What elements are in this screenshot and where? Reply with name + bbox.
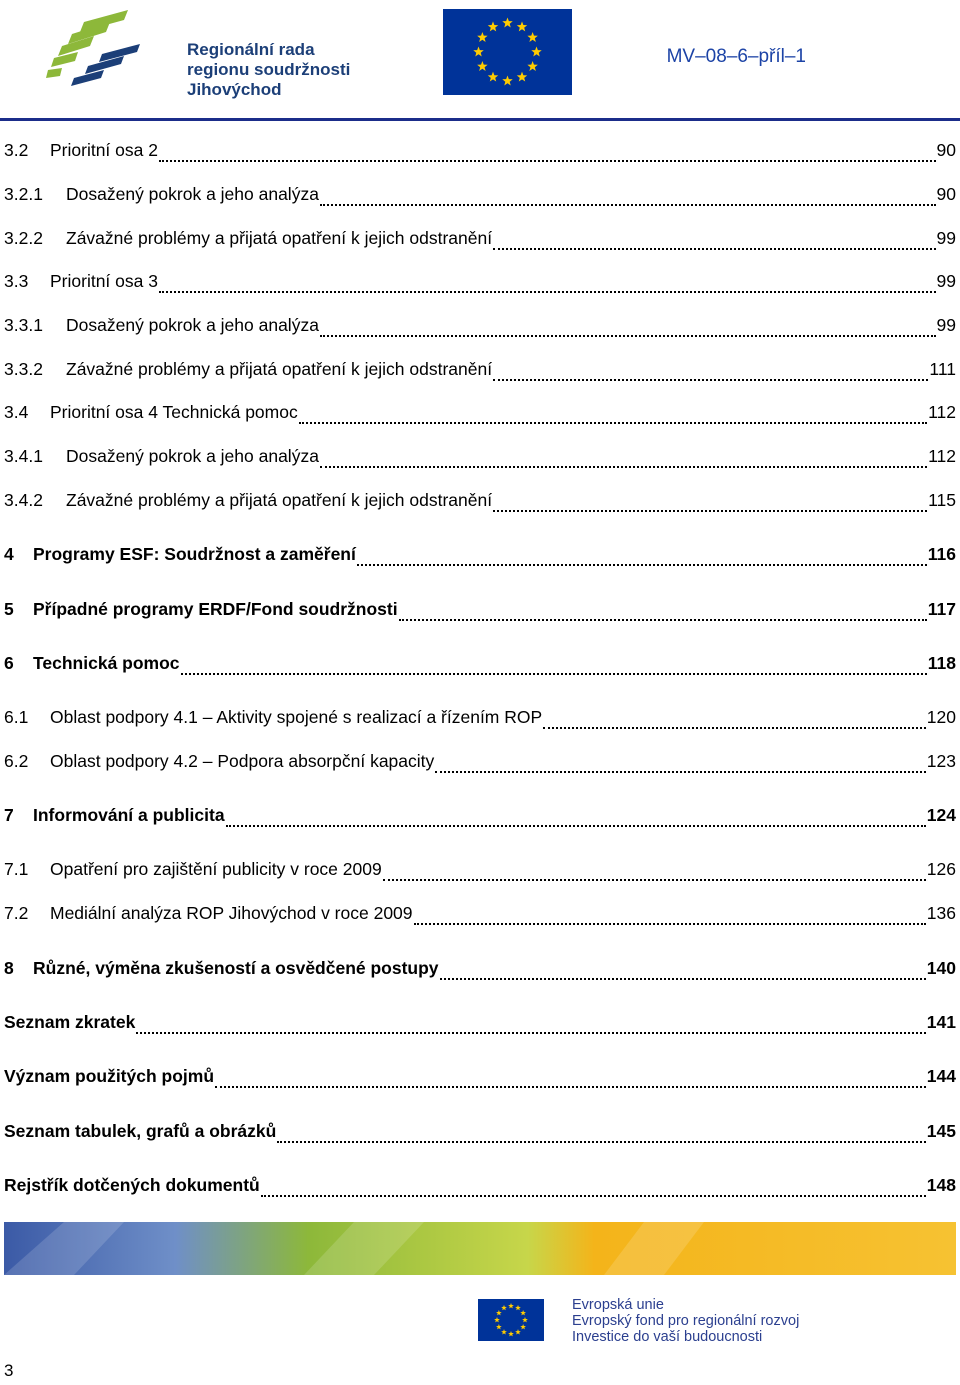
toc-entry-title: Závažné problémy a přijatá opatření k jejich odstranění bbox=[66, 490, 493, 510]
eu-star-icon bbox=[520, 1310, 526, 1315]
logo-line: Jihovýchod bbox=[187, 80, 282, 99]
eu-star-icon bbox=[473, 47, 483, 57]
toc-entry-title: Prioritní osa 4 Technická pomoc bbox=[50, 402, 298, 422]
toc-entry-title: Opatření pro zajištění publicity v roce 2009 bbox=[50, 859, 382, 879]
eu-star-icon bbox=[477, 61, 487, 71]
toc-dot-leader bbox=[261, 1183, 926, 1201]
toc-entry-number: 7 bbox=[4, 805, 14, 825]
toc-entry-title: Informování a publicita bbox=[33, 805, 225, 825]
toc-entry-page: 144 bbox=[926, 1066, 956, 1086]
toc-dot-leader bbox=[226, 813, 926, 831]
toc-entry-number: 4 bbox=[4, 544, 14, 564]
toc-entry-number: 3.2.1 bbox=[4, 184, 43, 204]
toc-entry[interactable] bbox=[4, 903, 956, 929]
eu-star-icon bbox=[515, 1329, 521, 1334]
toc-entry[interactable] bbox=[4, 315, 956, 341]
toc-dot-leader bbox=[159, 279, 936, 297]
toc-entry-page: 141 bbox=[926, 1012, 956, 1032]
toc-entry-title: Dosažený pokrok a jeho analýza bbox=[66, 446, 319, 466]
eu-star-icon bbox=[496, 1310, 502, 1315]
toc-entry-page: 123 bbox=[926, 751, 956, 771]
eu-star-icon bbox=[477, 32, 487, 42]
logo-wordmark bbox=[187, 40, 407, 100]
toc-entry-page: 112 bbox=[928, 402, 956, 422]
toc-entry-page: 112 bbox=[928, 446, 956, 466]
toc-dot-leader bbox=[320, 454, 927, 472]
eu-star-icon bbox=[508, 1303, 514, 1308]
eu-fund-line: Evropský fond pro regionální rozvoj bbox=[572, 1313, 800, 1329]
toc-dot-leader bbox=[543, 715, 926, 733]
logo-stripes-icon bbox=[44, 6, 154, 96]
toc-dot-leader bbox=[493, 236, 935, 254]
toc-entry[interactable] bbox=[4, 1066, 956, 1092]
toc-entry[interactable] bbox=[4, 446, 956, 472]
toc-dot-leader bbox=[159, 148, 936, 166]
toc-entry-page: 111 bbox=[929, 359, 956, 379]
logo-line: Regionální rada bbox=[187, 40, 315, 59]
toc-entry-number: 5 bbox=[4, 599, 14, 619]
toc-entry-title: Seznam zkratek bbox=[4, 1012, 136, 1032]
eu-fund-line: Evropská unie bbox=[572, 1297, 664, 1313]
eu-star-icon bbox=[517, 21, 527, 31]
toc-dot-leader bbox=[440, 966, 926, 984]
eu-flag-icon bbox=[443, 9, 572, 95]
toc-entry-page: 99 bbox=[936, 271, 956, 291]
toc-entry-number: 6.2 bbox=[4, 751, 29, 771]
eu-star-icon bbox=[488, 21, 498, 31]
eu-star-icon bbox=[522, 1317, 528, 1322]
document-id: MV–08–6–příl–1 bbox=[666, 46, 806, 67]
toc-entry-number: 6 bbox=[4, 653, 14, 673]
toc-entry-number: 3.2 bbox=[4, 140, 29, 160]
eu-star-icon bbox=[515, 1305, 521, 1310]
toc-entry-title: Seznam tabulek, grafů a obrázků bbox=[4, 1121, 277, 1141]
toc-entry-number: 7.1 bbox=[4, 859, 29, 879]
toc-entry-page: 118 bbox=[927, 653, 956, 673]
toc-dot-leader bbox=[493, 367, 928, 385]
page-number: 3 bbox=[4, 1361, 14, 1380]
eu-fund-line: Investice do vaší budoucnosti bbox=[572, 1329, 763, 1345]
toc-entry-number: 3.3.2 bbox=[4, 359, 43, 379]
toc-entry-page: 99 bbox=[936, 228, 956, 248]
toc-entry-title: Oblast podpory 4.1 – Aktivity spojené s realizací a řízením ROP bbox=[50, 707, 543, 727]
eu-star-icon bbox=[527, 61, 537, 71]
toc-entry-title: Závažné problémy a přijatá opatření k jejich odstranění bbox=[66, 359, 493, 379]
toc-entry[interactable] bbox=[4, 402, 956, 428]
toc-entry-title: Dosažený pokrok a jeho analýza bbox=[66, 184, 319, 204]
toc-entry-title: Mediální analýza ROP Jihovýchod v roce 2009 bbox=[50, 903, 413, 923]
toc-entry-title: Závažné problémy a přijatá opatření k jejich odstranění bbox=[66, 228, 493, 248]
eu-star-icon bbox=[501, 1329, 507, 1334]
eu-fund-text bbox=[572, 1297, 799, 1345]
eu-flag-icon bbox=[478, 1299, 544, 1341]
eu-star-icon bbox=[517, 72, 527, 82]
eu-star-icon bbox=[501, 1305, 507, 1310]
toc-dot-leader bbox=[299, 410, 927, 428]
toc-entry-page: 126 bbox=[926, 859, 956, 879]
eu-star-icon bbox=[527, 32, 537, 42]
toc-entry-page: 116 bbox=[927, 544, 956, 564]
eu-star-icon bbox=[520, 1324, 526, 1329]
toc-dot-leader bbox=[320, 192, 936, 210]
toc-entry[interactable] bbox=[4, 707, 956, 733]
toc-entry[interactable] bbox=[4, 140, 956, 166]
toc-entry[interactable] bbox=[4, 228, 956, 254]
toc-dot-leader bbox=[277, 1129, 926, 1147]
toc-entry-title: Význam použitých pojmů bbox=[4, 1066, 215, 1086]
toc-entry-page: 115 bbox=[928, 490, 956, 510]
toc-entry-page: 136 bbox=[926, 903, 956, 923]
toc-entry-number: 3.4.2 bbox=[4, 490, 43, 510]
toc-entry-page: 120 bbox=[926, 707, 956, 727]
toc-dot-leader bbox=[181, 661, 927, 679]
toc-entry-page: 99 bbox=[936, 315, 956, 335]
toc-entry[interactable] bbox=[4, 184, 956, 210]
toc-entry[interactable] bbox=[4, 859, 956, 885]
toc-entry[interactable] bbox=[4, 1121, 956, 1147]
toc-dot-leader bbox=[136, 1020, 925, 1038]
eu-star-icon bbox=[502, 76, 512, 86]
toc-entry-title: Oblast podpory 4.2 – Podpora absorpční kapacity bbox=[50, 751, 435, 771]
toc-dot-leader bbox=[435, 759, 926, 777]
toc-entry[interactable] bbox=[4, 751, 956, 777]
toc-entry-page: 140 bbox=[926, 958, 956, 978]
toc-entry-title: Programy ESF: Soudržnost a zaměření bbox=[33, 544, 356, 564]
toc-entry-number: 3.4 bbox=[4, 402, 29, 422]
toc-dot-leader bbox=[383, 867, 926, 885]
eu-star-icon bbox=[508, 1331, 514, 1336]
toc-entry-title: Různé, výměna zkušeností a osvědčené postupy bbox=[33, 958, 439, 978]
toc-entry[interactable] bbox=[4, 271, 956, 297]
toc-entry[interactable] bbox=[4, 359, 956, 385]
toc-entry[interactable] bbox=[4, 599, 956, 625]
eu-star-icon bbox=[496, 1324, 502, 1329]
toc-entry-number: 7.2 bbox=[4, 903, 29, 923]
toc-entry-page: 148 bbox=[926, 1175, 956, 1195]
toc-dot-leader bbox=[215, 1074, 926, 1092]
toc-dot-leader bbox=[320, 323, 936, 341]
eu-star-icon bbox=[494, 1317, 500, 1322]
toc-entry-number: 6.1 bbox=[4, 707, 29, 727]
toc-dot-leader bbox=[414, 911, 926, 929]
toc-entry[interactable] bbox=[4, 958, 956, 984]
toc-entry-title: Technická pomoc bbox=[33, 653, 180, 673]
toc-entry-number: 3.2.2 bbox=[4, 228, 43, 248]
toc-entry-page: 90 bbox=[936, 140, 956, 160]
eu-star-icon bbox=[531, 47, 541, 57]
toc-entry-title: Prioritní osa 3 bbox=[50, 271, 158, 291]
toc-entry-page: 90 bbox=[936, 184, 956, 204]
toc-entry[interactable] bbox=[4, 805, 956, 831]
toc-entry-title: Případné programy ERDF/Fond soudržnosti bbox=[33, 599, 398, 619]
toc-entry[interactable] bbox=[4, 490, 956, 516]
logo-line: regionu soudržnosti bbox=[187, 60, 351, 79]
eu-fund-logo bbox=[478, 1297, 838, 1343]
toc-dot-leader bbox=[493, 498, 927, 516]
toc-entry-number: 3.3 bbox=[4, 271, 29, 291]
toc-entry[interactable] bbox=[4, 544, 956, 570]
toc-entry[interactable] bbox=[4, 653, 956, 679]
toc-entry-page: 124 bbox=[926, 805, 956, 825]
toc-entry-number: 3.3.1 bbox=[4, 315, 43, 335]
toc-entry-number: 3.4.1 bbox=[4, 446, 43, 466]
footer-color-band bbox=[4, 1222, 956, 1275]
eu-star-icon bbox=[488, 72, 498, 82]
toc-entry-page: 145 bbox=[926, 1121, 956, 1141]
regional-council-logo bbox=[44, 6, 384, 102]
toc-dot-leader bbox=[357, 552, 927, 570]
toc-entry-page: 117 bbox=[927, 599, 956, 619]
toc-dot-leader bbox=[399, 607, 927, 625]
toc-entry[interactable] bbox=[4, 1175, 956, 1201]
header-divider bbox=[0, 118, 960, 121]
toc-entry-title: Rejstřík dotčených dokumentů bbox=[4, 1175, 260, 1195]
toc-entry[interactable] bbox=[4, 1012, 956, 1038]
page-header bbox=[0, 0, 960, 120]
toc-entry-number: 8 bbox=[4, 958, 14, 978]
toc-entry-title: Dosažený pokrok a jeho analýza bbox=[66, 315, 319, 335]
toc-entry-title: Prioritní osa 2 bbox=[50, 140, 158, 160]
eu-star-icon bbox=[502, 18, 512, 28]
